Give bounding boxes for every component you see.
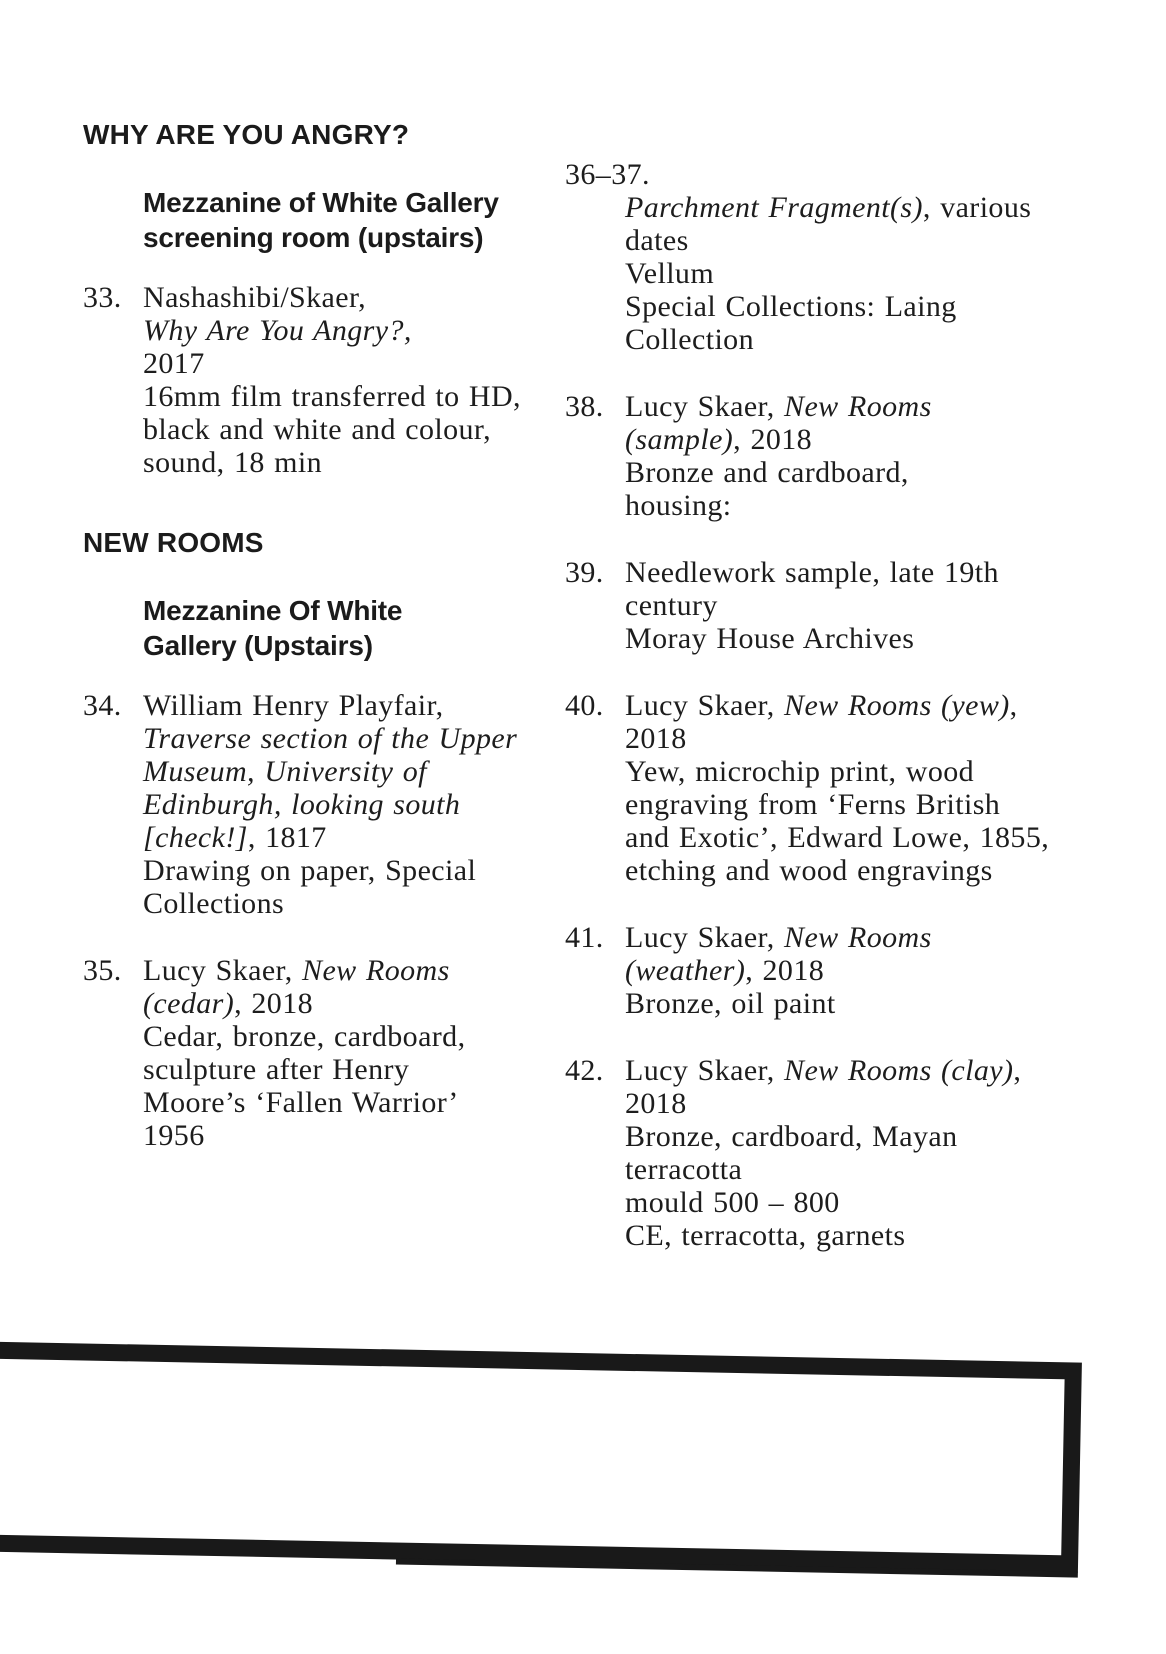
text-segment: CE, terracotta, garnets bbox=[625, 1219, 906, 1252]
venue-subheading bbox=[143, 185, 555, 255]
entry-line bbox=[625, 954, 1145, 987]
entry-line bbox=[143, 380, 555, 413]
entry-number: 41. bbox=[565, 921, 604, 954]
entry-line bbox=[625, 456, 1145, 489]
entry-line bbox=[143, 689, 555, 722]
catalog-entry bbox=[565, 921, 1145, 1020]
text-segment: , various bbox=[922, 191, 1032, 224]
text-segment: sound, 18 min bbox=[143, 446, 323, 479]
venue-subheading-line: screening room (upstairs) bbox=[143, 222, 484, 253]
entry-line bbox=[143, 1020, 555, 1053]
entry-line bbox=[625, 921, 1145, 954]
text-segment: terracotta bbox=[625, 1153, 743, 1186]
italic-title-segment: Traverse section of the Upper bbox=[143, 722, 518, 755]
italic-title-segment: (sample) bbox=[625, 423, 734, 456]
entry-line bbox=[143, 821, 555, 854]
entry-body bbox=[625, 191, 1145, 356]
entry-line bbox=[625, 1054, 1145, 1087]
catalog-entry bbox=[565, 390, 1145, 522]
entry-number: 42. bbox=[565, 1054, 604, 1087]
entry-line bbox=[625, 589, 1145, 622]
entry-line bbox=[625, 987, 1145, 1020]
text-segment: Nashashibi/Skaer, bbox=[143, 281, 367, 314]
entry-line bbox=[625, 854, 1145, 887]
italic-title-segment: New Rooms (clay) bbox=[784, 1054, 1014, 1087]
column-left bbox=[83, 117, 555, 1152]
entry-body bbox=[143, 281, 555, 479]
text-segment: Moray House Archives bbox=[625, 622, 915, 655]
entry-line bbox=[143, 413, 555, 446]
text-segment: 2018 bbox=[625, 722, 687, 755]
text-segment: Bronze, oil paint bbox=[625, 987, 836, 1020]
entry-body bbox=[625, 556, 1145, 655]
text-segment: engraving from ‘Ferns British bbox=[625, 788, 1001, 821]
entry-line bbox=[625, 323, 1145, 356]
italic-title-segment: New Rooms bbox=[784, 390, 932, 423]
entry-line bbox=[143, 954, 555, 987]
venue-subheading bbox=[143, 593, 555, 663]
entry-line bbox=[625, 689, 1145, 722]
text-segment: century bbox=[625, 589, 718, 622]
entry-line bbox=[625, 257, 1145, 290]
entry-line bbox=[143, 1053, 555, 1086]
entry-body bbox=[143, 954, 555, 1152]
entry-line bbox=[625, 191, 1145, 224]
entry-line bbox=[625, 423, 1145, 456]
entry-number: 39. bbox=[565, 556, 604, 589]
italic-title-segment: (weather) bbox=[625, 954, 746, 987]
section-heading: WHY ARE YOU ANGRY? bbox=[83, 119, 410, 150]
text-segment: mould 500 – 800 bbox=[625, 1186, 840, 1219]
text-segment: Lucy Skaer, bbox=[625, 390, 785, 423]
text-segment: Moore’s ‘Fallen Warrior’ bbox=[143, 1086, 459, 1119]
entry-line bbox=[143, 314, 555, 347]
catalog-entry bbox=[83, 954, 555, 1152]
text-segment: Collection bbox=[625, 323, 754, 356]
catalog-entry bbox=[565, 158, 1145, 356]
venue-subheading-line: Gallery (Upstairs) bbox=[143, 630, 373, 661]
entry-number: 38. bbox=[565, 390, 604, 423]
entry-line bbox=[625, 722, 1145, 755]
italic-title-segment: Edinburgh, looking south bbox=[143, 788, 461, 821]
venue-subheading-line: Mezzanine of White Gallery bbox=[143, 187, 499, 218]
text-segment: Lucy Skaer, bbox=[625, 921, 785, 954]
entry-line bbox=[625, 489, 1145, 522]
venue-subheading-line: Mezzanine Of White bbox=[143, 595, 403, 626]
italic-title-segment: New Rooms bbox=[302, 954, 450, 987]
text-segment: Lucy Skaer, bbox=[625, 689, 785, 722]
text-segment: housing: bbox=[625, 489, 732, 522]
catalog-entry bbox=[565, 1054, 1145, 1252]
text-segment: , 1817 bbox=[247, 821, 327, 854]
italic-title-segment: New Rooms (yew) bbox=[784, 689, 1010, 722]
entry-number: 40. bbox=[565, 689, 604, 722]
italic-title-segment: Why Are You Angry?, bbox=[143, 314, 412, 347]
entry-line bbox=[143, 854, 555, 887]
entry-line bbox=[143, 788, 555, 821]
entry-line bbox=[143, 722, 555, 755]
entry-body bbox=[625, 689, 1145, 887]
entry-body bbox=[625, 1054, 1145, 1252]
text-segment: Cedar, bronze, cardboard, bbox=[143, 1020, 466, 1053]
text-segment: 1956 bbox=[143, 1119, 205, 1152]
entry-line bbox=[625, 1219, 1145, 1252]
entry-line bbox=[625, 290, 1145, 323]
entry-number: 34. bbox=[83, 689, 122, 722]
entry-line bbox=[625, 755, 1145, 788]
entry-line bbox=[625, 622, 1145, 655]
entry-line bbox=[625, 1087, 1145, 1120]
entry-number: 33. bbox=[83, 281, 122, 314]
entry-body bbox=[625, 921, 1145, 1020]
text-segment: William Henry Playfair, bbox=[143, 689, 444, 722]
entry-body bbox=[143, 689, 555, 920]
text-segment: Yew, microchip print, wood bbox=[625, 755, 975, 788]
text-segment: Lucy Skaer, bbox=[625, 1054, 785, 1087]
catalog-entry bbox=[83, 689, 555, 920]
italic-title-segment: Museum, University of bbox=[143, 755, 427, 788]
text-segment: etching and wood engravings bbox=[625, 854, 993, 887]
entry-line bbox=[625, 821, 1145, 854]
italic-title-segment: New Rooms bbox=[784, 921, 932, 954]
entry-line bbox=[143, 281, 555, 314]
text-segment: Special Collections: Laing bbox=[625, 290, 957, 323]
bottom-frame-box bbox=[0, 1341, 1082, 1572]
italic-title-segment: [check!] bbox=[143, 821, 248, 854]
text-segment: , bbox=[1013, 1054, 1022, 1087]
text-segment: , 2018 bbox=[745, 954, 825, 987]
entry-line bbox=[625, 1120, 1145, 1153]
entry-line bbox=[625, 224, 1145, 257]
entry-line bbox=[143, 987, 555, 1020]
italic-title-segment: (cedar) bbox=[143, 987, 235, 1020]
text-segment: Needlework sample, late 19th bbox=[625, 556, 999, 589]
column-right bbox=[565, 124, 1145, 1252]
entry-body bbox=[625, 390, 1145, 522]
text-segment: and Exotic’, Edward Lowe, 1855, bbox=[625, 821, 1050, 854]
entry-line bbox=[625, 390, 1145, 423]
text-segment: Bronze, cardboard, Mayan bbox=[625, 1120, 958, 1153]
entry-line bbox=[143, 347, 555, 380]
entry-line bbox=[143, 1119, 555, 1152]
text-segment: Collections bbox=[143, 887, 285, 920]
catalog-entry bbox=[83, 281, 555, 479]
catalog-entry bbox=[565, 556, 1145, 655]
text-segment: 16mm film transferred to HD, bbox=[143, 380, 521, 413]
section-heading: NEW ROOMS bbox=[83, 527, 264, 558]
entry-line bbox=[143, 446, 555, 479]
text-segment: , 2018 bbox=[733, 423, 813, 456]
text-segment: Vellum bbox=[625, 257, 715, 290]
catalog-entry bbox=[565, 689, 1145, 887]
entry-line bbox=[625, 788, 1145, 821]
text-segment: Lucy Skaer, bbox=[143, 954, 303, 987]
entry-line bbox=[625, 556, 1145, 589]
entry-line bbox=[625, 1186, 1145, 1219]
text-segment: black and white and colour, bbox=[143, 413, 491, 446]
text-segment: , bbox=[1009, 689, 1018, 722]
text-segment: , 2018 bbox=[234, 987, 313, 1020]
entry-number: 36–37. bbox=[565, 158, 650, 191]
entry-number: 35. bbox=[83, 954, 122, 987]
italic-title-segment: Parchment Fragment(s) bbox=[625, 191, 923, 224]
text-segment: 2017 bbox=[143, 347, 205, 380]
entry-line bbox=[625, 1153, 1145, 1186]
text-segment: Drawing on paper, Special bbox=[143, 854, 477, 887]
entry-line bbox=[143, 755, 555, 788]
text-segment: 2018 bbox=[625, 1087, 687, 1120]
entry-line bbox=[143, 887, 555, 920]
entry-line bbox=[143, 1086, 555, 1119]
text-segment: sculpture after Henry bbox=[143, 1053, 410, 1086]
text-segment: Bronze and cardboard, bbox=[625, 456, 909, 489]
text-segment: dates bbox=[625, 224, 689, 257]
